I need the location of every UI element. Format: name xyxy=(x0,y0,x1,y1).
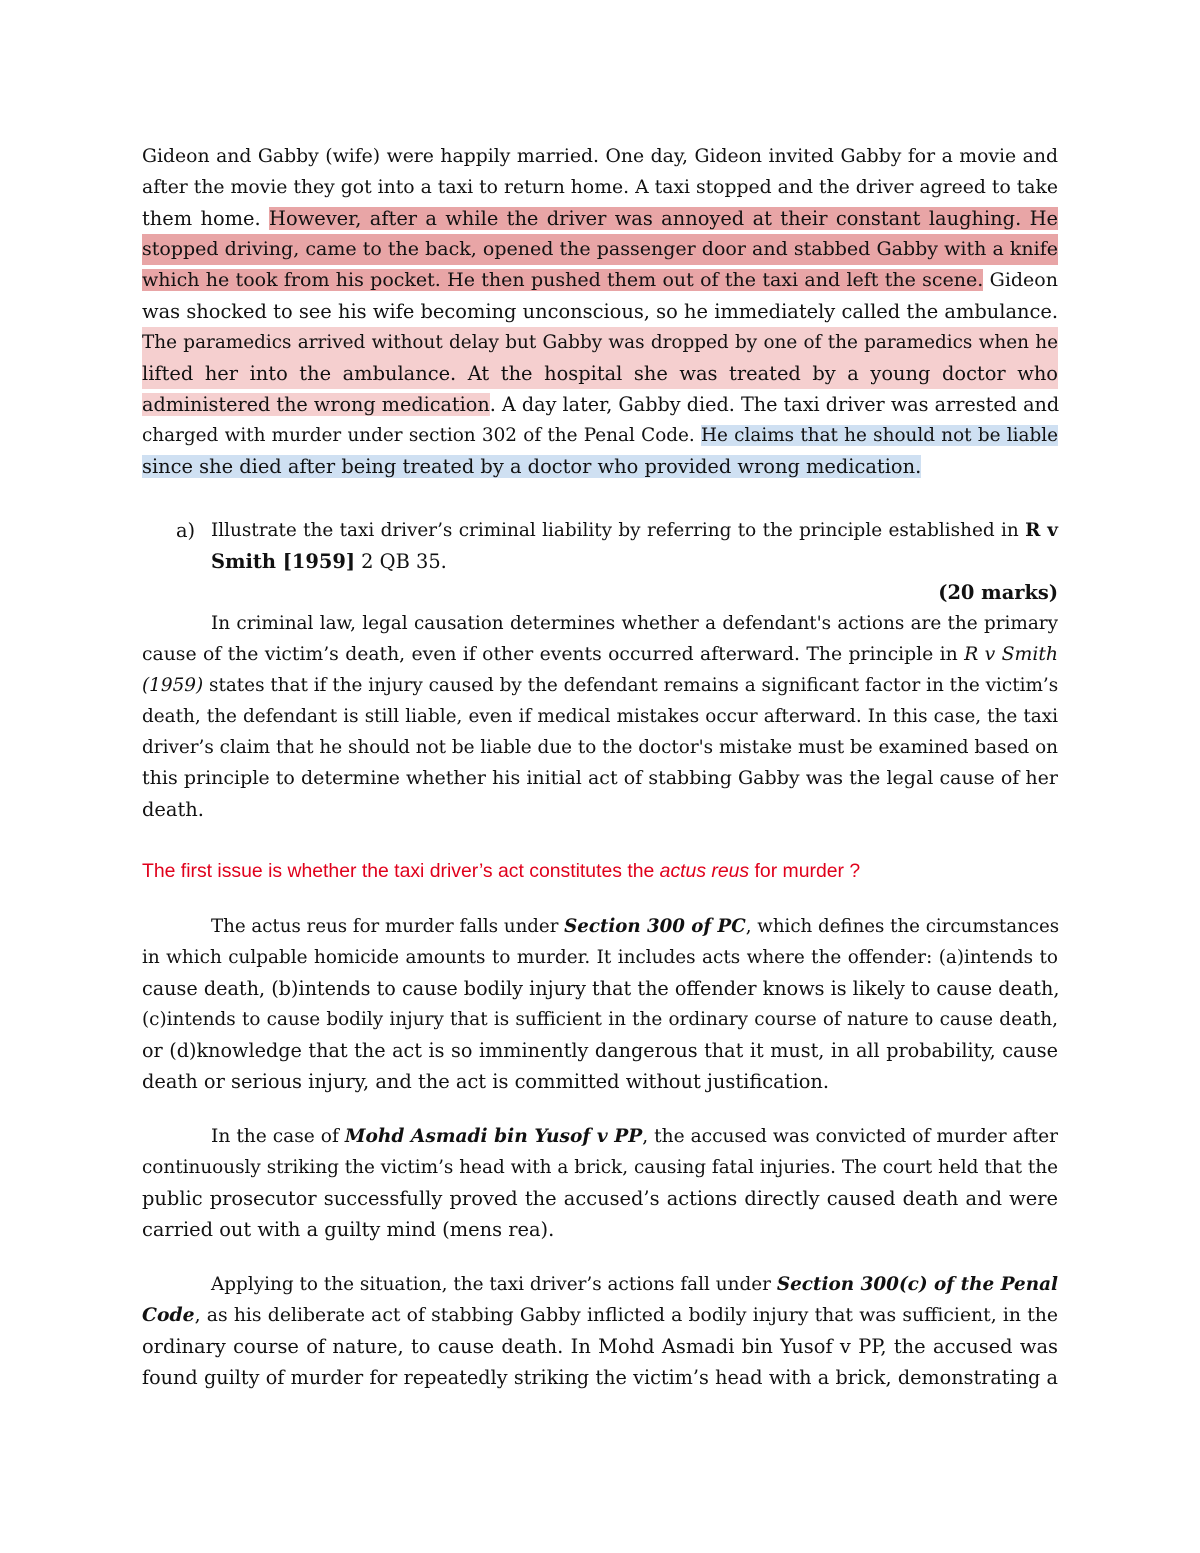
scenario-line: them home. However, after a while the driver was annoyed at their constant laughing. He xyxy=(142,207,1058,230)
highlight-pink-line: The paramedics arrived without delay but Gabby was dropped by one of the paramedics when he xyxy=(142,327,1058,358)
actus-reus-paragraph: The actus reus for murder falls under Section 300 of PC, which defines the circumstances in which culpable homicide amounts to murder. It includes acts where the offender: (a)intends to cause death, (b)intends to cause bodily injury that the offender knows is likely to cause death, (c)intends to cause bodily injury that is sufficient in the ordinary course of nature to cause death, or (d)knowledge that the act is so imminently dangerous that it must, in all probability, cause death or serious injury, and the act is committed without justification. xyxy=(142,916,1060,1093)
highlight-red: which he took from his pocket. He then pushed them out of the taxi and left the scene. xyxy=(142,269,984,291)
highlight-red-line: stopped driving, came to the back, opened the passenger door and stabbed Gabby with a knife xyxy=(142,234,1058,265)
question-text: Illustrate the taxi driver’s criminal liability by referring to the principle established in R v Smith [1959] 2 QB 35. xyxy=(211,520,1058,573)
application-paragraph: Applying to the situation, the taxi driver’s actions fall under Section 300(c) of the Penal Code, as his deliberate act of stabbing Gabby inflicted a bodily injury that was sufficient, in the ordinary course of nature, to cause death. In Mohd Asmadi bin Yusof v PP, the accused was found guilty of murder for repeatedly striking the victim’s head with a brick, demonstrating a xyxy=(142,1274,1058,1389)
intro-paragraph: In criminal law, legal causation determines whether a defendant's actions are the primary cause of the victim’s death, even if other events occurred afterward. The principle in R v Smith (1959) states that if the injury caused by the defendant remains a significant factor in the victim’s death, the defendant is still liable, even if medical mistakes occur afterward. In this case, the taxi driver’s claim that he should not be liable due to the doctor's mistake must be examined based on this principle to determine whether his initial act of stabbing Gabby was the legal cause of her death. xyxy=(142,613,1059,821)
scenario-line: administered the wrong medication. A day later, Gabby died. The taxi driver was arrested and xyxy=(142,393,1060,416)
issue-heading: The first issue is whether the taxi driver’s act constitutes the actus reus for murder ? xyxy=(142,860,861,882)
case-paragraph: In the case of Mohd Asmadi bin Yusof v PP, the accused was convicted of murder after continuously striking the victim’s head with a brick, causing fatal injuries. The court held that the public prosecutor successfully proved the accused’s actions directly caused death and were carried out with a guilty mind (mens rea). xyxy=(142,1126,1058,1241)
scenario-line: which he took from his pocket. He then pushed them out of the taxi and left the scene. Gideon xyxy=(142,269,1058,291)
scenario-line: Gideon and Gabby (wife) were happily married. One day, Gideon invited Gabby for a movie and xyxy=(142,146,1058,167)
highlight-blue: He claims that he should not be liable xyxy=(701,425,1058,446)
scenario-line: was shocked to see his wife becoming unconscious, so he immediately called the ambulance. xyxy=(142,300,1058,323)
highlight-blue: since she died after being treated by a doctor who provided wrong medication. xyxy=(142,455,922,478)
scenario-line: charged with murder under section 302 of the Penal Code. He claims that he should not be liable xyxy=(142,425,1058,446)
scenario-line: after the movie they got into a taxi to return home. A taxi stopped and the driver agreed to take xyxy=(142,177,1058,198)
scenario-line xyxy=(142,451,1058,482)
highlight-pink-line: lifted her into the ambulance. At the hospital she was treated by a young doctor who xyxy=(142,358,1058,389)
question-label: a) xyxy=(176,519,196,542)
highlight-pink: administered the wrong medication xyxy=(142,393,490,416)
scenario-paragraph xyxy=(142,141,1058,482)
highlight-red: However, after a while the driver was annoyed at their constant laughing. He xyxy=(269,207,1058,230)
marks-label: (20 marks) xyxy=(938,581,1058,604)
